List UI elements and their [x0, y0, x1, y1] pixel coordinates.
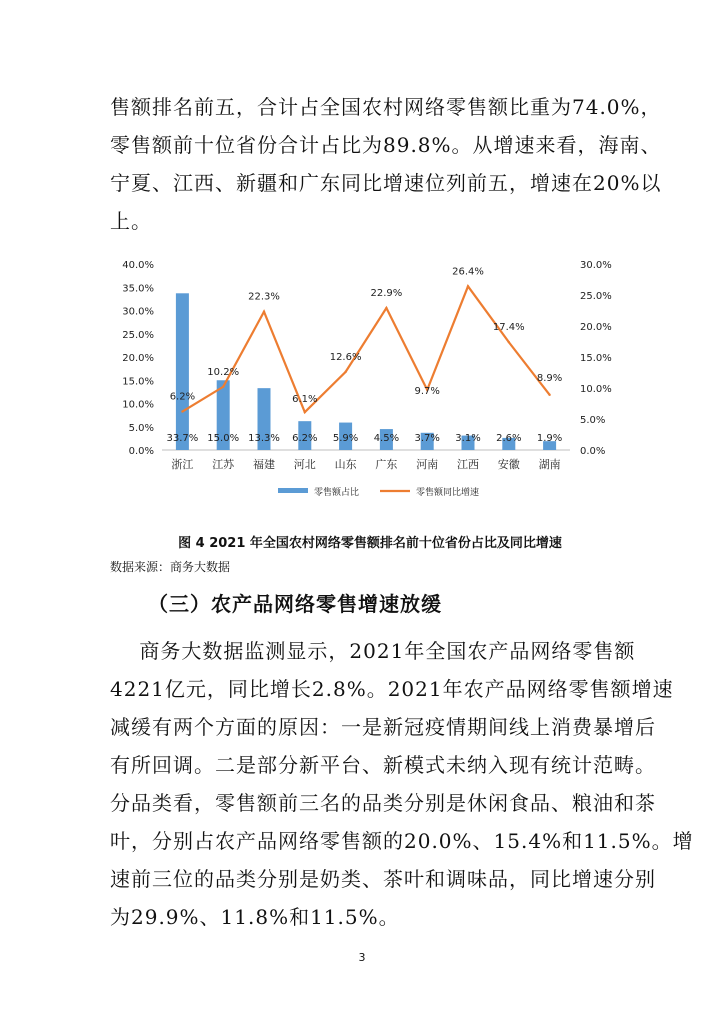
bar-data-label: 4.5% — [373, 433, 400, 444]
chart-svg — [110, 248, 630, 516]
x-tick-label: 江苏 — [212, 458, 235, 471]
paragraph-line: 4221亿元，同比增长2.8%。2021年农产品网络零售额增速 — [110, 677, 674, 701]
bar-data-label: 33.7% — [166, 433, 199, 444]
paragraph-line: 分品类看，零售额前三名的品类分别是休闲食品、粮油和茶 — [110, 791, 656, 815]
bar-data-label: 13.3% — [248, 433, 280, 444]
line-point — [263, 311, 265, 313]
y-right-tick-label: 20.0% — [580, 322, 612, 333]
x-tick-label: 山东 — [334, 458, 357, 471]
y-right-tick-label: 30.0% — [580, 260, 612, 271]
line-data-label: 8.9% — [536, 372, 563, 384]
y-left-tick-label: 5.0% — [128, 422, 154, 434]
x-tick-label: 安徽 — [497, 458, 520, 471]
bar-data-label: 2.6% — [496, 433, 522, 444]
paragraph-line: 宁夏、江西、新疆和广东同比增速位列前五，增速在20%以 — [110, 171, 662, 195]
line-data-label: 6.1% — [292, 394, 318, 406]
x-tick-label: 福建 — [253, 458, 275, 471]
line-point — [181, 410, 183, 412]
y-left-tick-label: 30.0% — [122, 306, 154, 318]
bar-data-label: 5.9% — [332, 433, 359, 444]
y-left-tick-label: 15.0% — [122, 376, 154, 388]
line-point — [467, 285, 469, 287]
y-left-tick-label: 25.0% — [122, 329, 154, 341]
line-data-label: 22.3% — [248, 291, 280, 303]
y-right-tick-label: 15.0% — [580, 353, 612, 364]
figure-source: 数据来源：商务大数据 — [110, 560, 231, 574]
paragraph-line: 有所回调。二是部分新平台、新模式未纳入现有统计范畴。 — [110, 753, 656, 777]
section-heading: （三）农产品网络零售增速放缓 — [148, 592, 442, 616]
paragraph-top — [110, 88, 662, 240]
line-point — [222, 386, 224, 388]
y-right-tick-label: 25.0% — [580, 291, 612, 302]
line-data-label: 9.7% — [414, 385, 440, 397]
x-tick-label: 江西 — [457, 458, 479, 471]
paragraph-line: 为29.9%、11.8%和11.5%。 — [110, 905, 400, 929]
paragraph-line: 商务大数据监测显示，2021年全国农产品网络零售额 — [110, 639, 636, 663]
growth-line — [182, 286, 549, 412]
bar-data-label: 6.2% — [292, 433, 318, 444]
bar-data-label: 1.9% — [536, 433, 563, 444]
y-left-tick-label: 40.0% — [122, 260, 154, 271]
legend-label: 零售额同比增速 — [416, 488, 480, 498]
line-data-label: 17.4% — [492, 322, 525, 334]
y-left-tick-label: 20.0% — [122, 353, 154, 364]
x-tick-label: 浙江 — [171, 458, 194, 471]
line-point — [344, 371, 346, 373]
line-data-label: 6.2% — [169, 391, 196, 403]
combo-chart — [110, 248, 630, 516]
legend-label: 零售额占比 — [314, 488, 360, 498]
line-data-label: 26.4% — [452, 266, 484, 278]
bar — [176, 293, 189, 450]
x-tick-label: 河南 — [416, 458, 439, 471]
paragraph-line: 叶，分别占农产品网络零售额的20.0%、15.4%和11.5%。增 — [110, 829, 694, 853]
y-left-tick-label: 35.0% — [122, 283, 154, 295]
line-point — [548, 394, 550, 396]
x-tick-label: 广东 — [375, 458, 398, 471]
line-data-label: 12.6% — [329, 351, 362, 363]
y-right-tick-label: 0.0% — [580, 446, 606, 457]
legend-swatch-bar — [278, 488, 308, 493]
page-number: 3 — [358, 951, 366, 964]
paragraph-line: 售额排名前五，合计占全国农村网络零售额比重为74.0%， — [110, 95, 662, 119]
line-point — [385, 307, 387, 309]
x-tick-label: 湖南 — [538, 458, 561, 471]
line-data-label: 10.2% — [207, 366, 240, 378]
figure-caption: 图 4 2021 年全国农村网络零售额排名前十位省份占比及同比增速 — [178, 536, 562, 551]
x-tick-label: 河北 — [293, 458, 316, 471]
y-right-tick-label: 10.0% — [580, 384, 612, 395]
bar-data-label: 3.7% — [414, 433, 440, 444]
line-data-label: 22.9% — [370, 288, 403, 300]
paragraph-line: 速前三位的品类分别是奶类、茶叶和调味品，同比增速分别 — [110, 867, 656, 891]
y-left-tick-label: 10.0% — [122, 399, 154, 411]
paragraph-line: 零售额前十位省份合计占比为89.8%。从增速来看，海南、 — [110, 133, 662, 157]
paragraph-line: 上。 — [110, 209, 152, 233]
paragraph-line: 减缓有两个方面的原因：一是新冠疫情期间线上消费暴增后 — [110, 715, 656, 739]
paragraph-bottom — [110, 632, 694, 936]
y-left-tick-label: 0.0% — [128, 446, 154, 457]
bar-data-label: 3.1% — [455, 433, 481, 444]
line-point — [508, 341, 510, 343]
y-right-tick-label: 5.0% — [580, 415, 606, 426]
bar-data-label: 15.0% — [207, 433, 240, 444]
line-point — [304, 411, 306, 413]
